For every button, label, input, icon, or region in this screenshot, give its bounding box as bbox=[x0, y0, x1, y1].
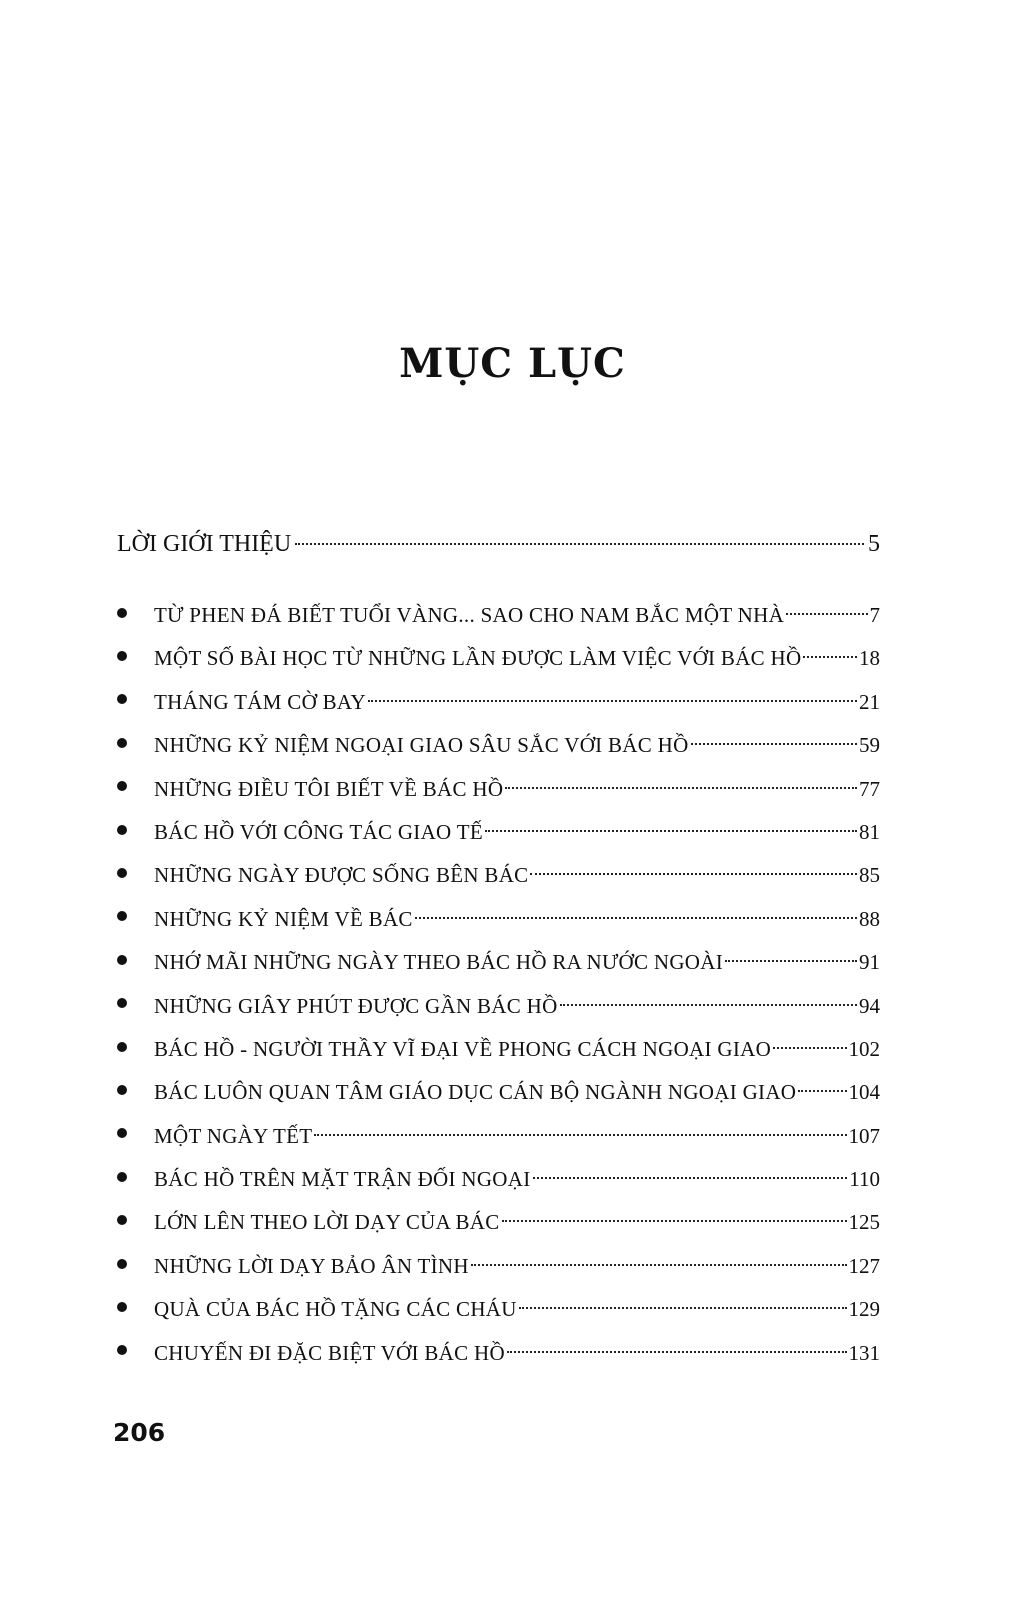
dot-leader bbox=[530, 873, 857, 875]
dot-leader bbox=[471, 1264, 847, 1266]
toc-entry-label: BÁC LUÔN QUAN TÂM GIÁO DỤC CÁN BỘ NGÀNH NGOẠI GIAO bbox=[154, 1080, 797, 1105]
dot-leader bbox=[803, 656, 857, 658]
bullet-icon bbox=[117, 1128, 127, 1138]
toc-entry[interactable] bbox=[117, 1028, 880, 1071]
toc-entry-page: 7 bbox=[869, 603, 880, 627]
toc-entry-page: 77 bbox=[859, 776, 880, 801]
toc-entry[interactable] bbox=[117, 637, 880, 680]
dot-leader bbox=[505, 787, 857, 789]
toc-entry-label: NHỮNG NGÀY ĐƯỢC SỐNG BÊN BÁC bbox=[154, 863, 529, 888]
toc-entry[interactable] bbox=[117, 1115, 880, 1158]
toc-entry[interactable] bbox=[117, 1201, 880, 1244]
dot-leader bbox=[502, 1220, 847, 1222]
dot-leader bbox=[295, 543, 864, 545]
bullet-icon bbox=[117, 651, 127, 661]
bullet-icon bbox=[117, 1259, 127, 1269]
toc-entry-page: 127 bbox=[848, 1253, 880, 1278]
toc-entry[interactable] bbox=[117, 724, 880, 767]
toc-list bbox=[117, 594, 880, 1375]
page-title: MỤC LỤC bbox=[399, 340, 626, 387]
toc-intro-entry[interactable] bbox=[117, 531, 880, 567]
toc-entry[interactable] bbox=[117, 985, 880, 1028]
toc-entry-page: 81 bbox=[859, 819, 880, 844]
bullet-icon bbox=[117, 1042, 127, 1052]
toc-entry-label: CHUYẾN ĐI ĐẶC BIỆT VỚI BÁC HỒ bbox=[154, 1340, 505, 1365]
toc-entry[interactable] bbox=[117, 1332, 880, 1375]
toc-entry[interactable] bbox=[117, 811, 880, 854]
toc-entry-page: 125 bbox=[848, 1210, 880, 1235]
dot-leader bbox=[691, 743, 857, 745]
toc-entry-label: NHỮNG KỶ NIỆM NGOẠI GIAO SÂU SẮC VỚI BÁC HỒ bbox=[154, 733, 689, 758]
toc-entry-label: BÁC HỒ VỚI CÔNG TÁC GIAO TẾ bbox=[154, 819, 483, 844]
bullet-icon bbox=[117, 781, 127, 791]
toc-intro-page: 5 bbox=[868, 531, 880, 557]
toc-entry[interactable] bbox=[117, 1288, 880, 1331]
toc-entry-label: BÁC HỒ TRÊN MẶT TRẬN ĐỐI NGOẠI bbox=[154, 1167, 531, 1192]
toc-entry[interactable] bbox=[117, 1158, 880, 1201]
bullet-icon bbox=[117, 694, 127, 704]
bullet-icon bbox=[117, 998, 127, 1008]
dot-leader bbox=[773, 1047, 846, 1049]
dot-leader bbox=[485, 830, 857, 832]
toc-entry-page: 85 bbox=[859, 863, 880, 888]
dot-leader bbox=[786, 613, 867, 615]
bullet-icon bbox=[117, 1085, 127, 1095]
bullet-icon bbox=[117, 868, 127, 878]
toc-entry-page: 131 bbox=[848, 1340, 880, 1365]
toc-intro-label: LỜI GIỚI THIỆU bbox=[117, 531, 292, 557]
toc-entry[interactable] bbox=[117, 941, 880, 984]
toc-entry-label: NHỮNG ĐIỀU TÔI BIẾT VỀ BÁC HỒ bbox=[154, 776, 504, 801]
toc-entry[interactable] bbox=[117, 768, 880, 811]
toc-entry-label: NHỮNG GIÂY PHÚT ĐƯỢC GẦN BÁC HỒ bbox=[154, 993, 558, 1018]
bullet-icon bbox=[117, 825, 127, 835]
toc-entry[interactable] bbox=[117, 681, 880, 724]
dot-leader bbox=[725, 960, 857, 962]
toc-entry-page: 21 bbox=[859, 689, 880, 714]
bullet-icon bbox=[117, 738, 127, 748]
toc-entry-page: 102 bbox=[848, 1036, 880, 1061]
toc-entry[interactable] bbox=[117, 1071, 880, 1114]
bullet-icon bbox=[117, 911, 127, 921]
dot-leader bbox=[798, 1090, 846, 1092]
bullet-icon bbox=[117, 955, 127, 965]
dot-leader bbox=[415, 917, 857, 919]
toc-entry-page: 59 bbox=[859, 733, 880, 758]
toc-entry-page: 18 bbox=[859, 646, 880, 671]
bullet-icon bbox=[117, 1172, 127, 1182]
toc-entry-label: BÁC HỒ - NGƯỜI THẦY VĨ ĐẠI VỀ PHONG CÁCH NGOẠI GIAO bbox=[154, 1036, 772, 1061]
dot-leader bbox=[368, 700, 857, 702]
toc-entry[interactable] bbox=[117, 1245, 880, 1288]
dot-leader bbox=[314, 1134, 846, 1136]
toc-entry[interactable] bbox=[117, 854, 880, 897]
toc-entry-page: 91 bbox=[859, 950, 880, 975]
page-number: 206 bbox=[113, 1418, 166, 1447]
toc-entry-page: 104 bbox=[848, 1080, 880, 1105]
toc-entry-label: MỘT NGÀY TẾT bbox=[154, 1123, 313, 1148]
toc-entry-label: NHỮNG KỶ NIỆM VỀ BÁC bbox=[154, 906, 413, 931]
toc-entry-page: 107 bbox=[848, 1123, 880, 1148]
bullet-icon bbox=[117, 608, 127, 618]
toc-entry-label: THÁNG TÁM CỜ BAY bbox=[154, 689, 366, 714]
toc-entry-label: MỘT SỐ BÀI HỌC TỪ NHỮNG LẦN ĐƯỢC LÀM VIỆC VỚI BÁC HỒ bbox=[154, 646, 802, 671]
toc-entry-page: 88 bbox=[859, 906, 880, 931]
toc-entry-label: LỚN LÊN THEO LỜI DẠY CỦA BÁC bbox=[154, 1210, 500, 1235]
toc-entry-label: NHỮNG LỜI DẠY BẢO ÂN TÌNH bbox=[154, 1253, 469, 1278]
toc-entry[interactable] bbox=[117, 594, 880, 637]
toc-entry-label: QUÀ CỦA BÁC HỒ TẶNG CÁC CHÁU bbox=[154, 1297, 517, 1322]
toc-entry-page: 94 bbox=[859, 993, 880, 1018]
bullet-icon bbox=[117, 1345, 127, 1355]
dot-leader bbox=[533, 1177, 848, 1179]
toc-entry-label: TỪ PHEN ĐÁ BIẾT TUỔI VÀNG... SAO CHO NAM BẮC MỘT NHÀ bbox=[154, 603, 785, 627]
toc-entry-page: 110 bbox=[849, 1167, 880, 1192]
toc-entry[interactable] bbox=[117, 898, 880, 941]
dot-leader bbox=[560, 1004, 857, 1006]
dot-leader bbox=[507, 1351, 847, 1353]
toc-entry-label: NHỚ MÃI NHỮNG NGÀY THEO BÁC HỒ RA NƯỚC NGOÀI bbox=[154, 950, 724, 975]
bullet-icon bbox=[117, 1215, 127, 1225]
dot-leader bbox=[519, 1307, 847, 1309]
toc-entry-page: 129 bbox=[848, 1297, 880, 1322]
bullet-icon bbox=[117, 1302, 127, 1312]
